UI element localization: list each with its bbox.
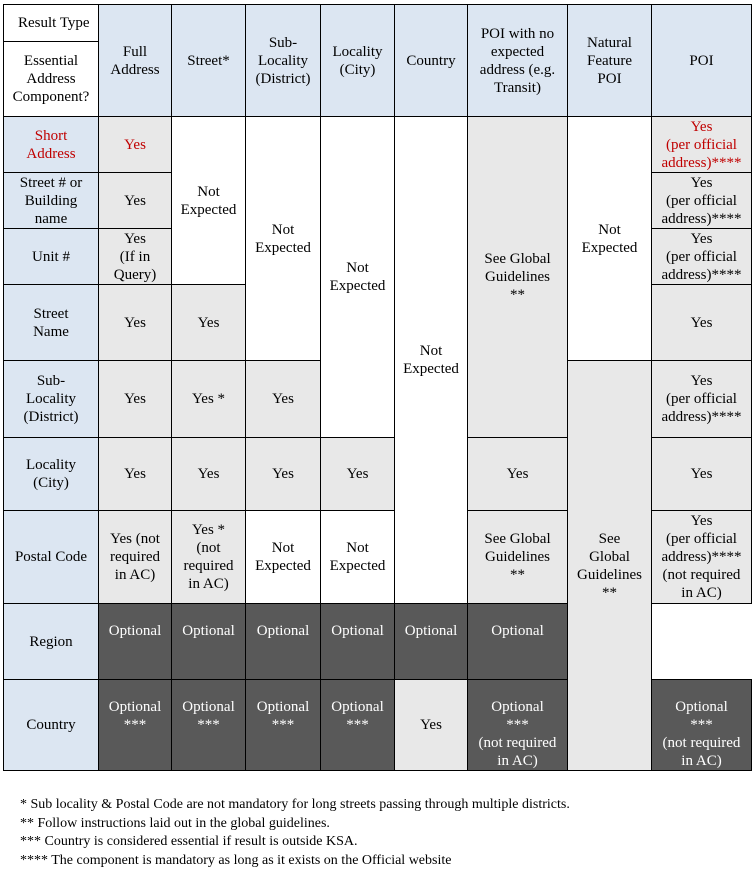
col-poi: POI bbox=[652, 5, 752, 117]
col-full-address: Full Address bbox=[99, 5, 172, 117]
row-label-country: Country bbox=[4, 680, 99, 771]
footnotes bbox=[20, 796, 570, 870]
col-sub-locality: Sub- Locality (District) bbox=[246, 5, 321, 117]
cell-natural-see-guidelines: See Global Guidelines ** bbox=[568, 361, 652, 771]
cell-street-name-full: Yes bbox=[99, 285, 172, 361]
col-street: Street* bbox=[172, 5, 246, 117]
cell-country-sub-locality: Optional *** bbox=[246, 680, 321, 771]
footnote-2: ** Follow instructions laid out in the global guidelines. bbox=[20, 815, 330, 831]
cell-region-full: Optional bbox=[99, 604, 172, 680]
cell-unit-poi: Yes (per official address)**** bbox=[652, 229, 752, 285]
cell-postal-code-street: Yes * (not required in AC) bbox=[172, 511, 246, 604]
cell-natural-not-expected: Not Expected bbox=[568, 117, 652, 361]
footnote-4: **** The component is mandatory as long as it exists on the Official website bbox=[20, 852, 452, 868]
row-label-locality: Locality (City) bbox=[4, 438, 99, 511]
col-country: Country bbox=[395, 5, 468, 117]
cell-sub-locality-poi: Yes (per official address)**** bbox=[652, 361, 752, 438]
cell-locality-street: Yes bbox=[172, 438, 246, 511]
row-label-unit: Unit # bbox=[4, 229, 99, 285]
cell-unit-full: Yes (If in Query) bbox=[99, 229, 172, 285]
cell-short-address-poi: Yes (per official address)**** bbox=[652, 117, 752, 173]
cell-country-country: Yes bbox=[395, 680, 468, 771]
cell-country-poi: Optional *** (not required in AC) bbox=[652, 680, 752, 771]
cell-sub-locality-sub-locality: Yes bbox=[246, 361, 321, 438]
col-natural-feature-poi: Natural Feature POI bbox=[568, 5, 652, 117]
col-poi-no-address: POI with no expected address (e.g. Transit) bbox=[468, 5, 568, 117]
address-components-table bbox=[3, 4, 752, 771]
cell-region-locality: Optional bbox=[321, 604, 395, 680]
cell-postal-code-full: Yes (not required in AC) bbox=[99, 511, 172, 604]
cell-street-building-poi: Yes (per official address)**** bbox=[652, 173, 752, 229]
cell-short-address-full: Yes bbox=[99, 117, 172, 173]
row-label-street-building: Street # or Building name bbox=[4, 173, 99, 229]
cell-sub-locality-not-expected: Not Expected bbox=[246, 117, 321, 361]
cell-locality-full: Yes bbox=[99, 438, 172, 511]
row-label-street-name: Street Name bbox=[4, 285, 99, 361]
cell-poi-no-address-see-guidelines: See Global Guidelines ** bbox=[468, 117, 568, 438]
cell-postal-code-sub-locality: Not Expected bbox=[246, 511, 321, 604]
col-locality: Locality (City) bbox=[321, 5, 395, 117]
cell-locality-not-expected: Not Expected bbox=[321, 117, 395, 438]
cell-sub-locality-street: Yes * bbox=[172, 361, 246, 438]
footnote-3: *** Country is considered essential if result is outside KSA. bbox=[20, 834, 358, 849]
cell-street-name-poi: Yes bbox=[652, 285, 752, 361]
row-label-sub-locality: Sub- Locality (District) bbox=[4, 361, 99, 438]
cell-sub-locality-full: Yes bbox=[99, 361, 172, 438]
cell-country-not-expected: Not Expected bbox=[395, 117, 468, 604]
result-type-label: Result Type bbox=[4, 5, 99, 42]
cell-locality-locality: Yes bbox=[321, 438, 395, 511]
cell-region-poi: Optional bbox=[468, 604, 568, 680]
cell-postal-code-poi: Yes (per official address)**** (not required in AC) bbox=[652, 511, 752, 604]
cell-postal-code-poi-no-address: See Global Guidelines ** bbox=[468, 511, 568, 604]
essential-component-label: Essential Address Component? bbox=[4, 42, 99, 117]
cell-country-full: Optional *** bbox=[99, 680, 172, 771]
cell-street-name-street: Yes bbox=[172, 285, 246, 361]
cell-region-street: Optional bbox=[172, 604, 246, 680]
cell-locality-sub-locality: Yes bbox=[246, 438, 321, 511]
cell-street-building-full: Yes bbox=[99, 173, 172, 229]
cell-locality-poi-no-address: Yes bbox=[468, 438, 568, 511]
row-label-postal-code: Postal Code bbox=[4, 511, 99, 604]
cell-locality-poi: Yes bbox=[652, 438, 752, 511]
cell-region-poi-no-address: Optional bbox=[395, 604, 468, 680]
row-label-region: Region bbox=[4, 604, 99, 680]
cell-country-poi-no-address: Optional *** (not required in AC) bbox=[468, 680, 568, 771]
cell-country-locality: Optional *** bbox=[321, 680, 395, 771]
cell-postal-code-locality: Not Expected bbox=[321, 511, 395, 604]
row-label-short-address: Short Address bbox=[4, 117, 99, 173]
cell-country-street: Optional *** bbox=[172, 680, 246, 771]
footnote-1: * Sub locality & Postal Code are not mandatory for long streets passing through multiple districts. bbox=[20, 797, 570, 812]
cell-street-not-expected: Not Expected bbox=[172, 117, 246, 285]
cell-region-sub-locality: Optional bbox=[246, 604, 321, 680]
